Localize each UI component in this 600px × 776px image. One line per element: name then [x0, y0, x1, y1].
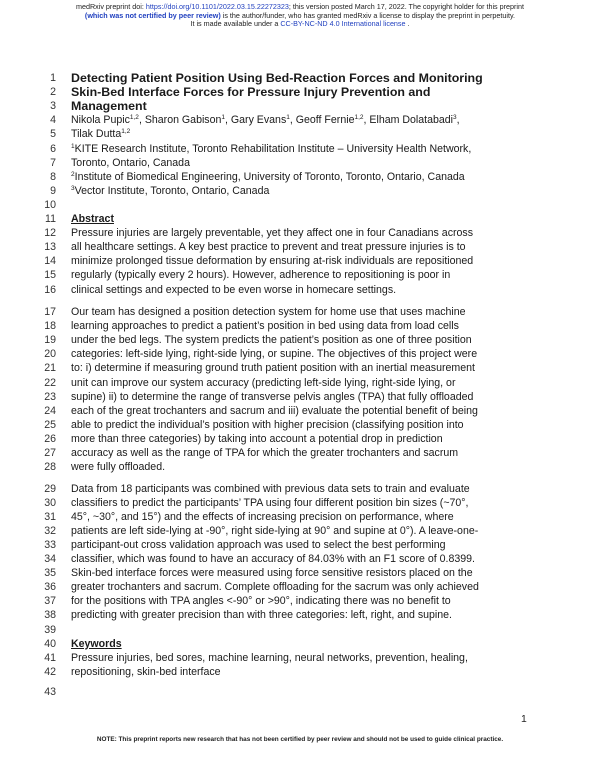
- abstract-text: unit can improve our system accuracy (predicting left-side lying, right-side lying, or: [71, 376, 456, 389]
- line-number: 6: [50, 142, 56, 155]
- paper-line: [0, 497, 600, 511]
- paper-line: [0, 461, 600, 475]
- affiliation-text: KITE Research Institute, Toronto Rehabilitation Institute – University Health Network,: [74, 142, 472, 155]
- abstract-text: greater trochanters and sacrum. Complete offloading for the sacrum was only achieved: [71, 581, 479, 594]
- paper-line: [0, 638, 600, 652]
- abstract-text: patients are left side-lying at -90°, right side-lying at 90° and supine at 0°). A leave-one-: [71, 524, 479, 537]
- abstract-text: Pressure injuries are largely preventable, yet they affect one in four Canadians across: [71, 227, 473, 240]
- paper-line: [0, 227, 600, 241]
- author-separator: ,: [363, 114, 370, 127]
- paper-line: [0, 213, 600, 227]
- line-number: 35: [44, 567, 56, 580]
- line-number: 12: [44, 227, 56, 240]
- affiliation-text: Vector Institute, Toronto, Ontario, Canada: [74, 184, 270, 197]
- author-name: Sharon Gabison: [144, 114, 222, 127]
- line-number: 23: [44, 390, 56, 403]
- line-number: 22: [44, 376, 56, 389]
- author-name: Geoff Fernie: [295, 114, 355, 127]
- abstract-heading: Abstract: [71, 213, 114, 225]
- line-number: 10: [44, 198, 56, 211]
- line-number: 26: [44, 432, 56, 445]
- line-number: 18: [44, 320, 56, 333]
- abstract-text: categories: left-side lying, right-side lying, or supine. The objectives of this project were: [71, 348, 478, 361]
- paper-line: [0, 405, 600, 419]
- paper-line: [0, 306, 600, 320]
- paper-title: Management: [71, 99, 147, 114]
- paper-line: [0, 86, 600, 100]
- header-text: is the author/funder, who has granted medRxiv a license to display the preprint in perpetuity.: [220, 10, 516, 20]
- abstract-text: accuracy as well as the range of TPA for which the greater trochanters and sacrum: [71, 447, 459, 459]
- abstract-text: minimize prolonged tissue deformation by ensuring at-risk individuals are repositioned: [71, 255, 474, 268]
- line-number: 28: [44, 461, 56, 474]
- paper-line: [0, 255, 600, 269]
- paper-line: [0, 609, 600, 623]
- line-number: 39: [44, 623, 56, 636]
- line-number: 29: [44, 482, 56, 495]
- line-number: 11: [45, 213, 56, 225]
- line-number: 2: [50, 86, 56, 99]
- abstract-text: predicting with greater precision than with three categories: left, right, and supine.: [71, 609, 452, 622]
- paper-line: [0, 269, 600, 283]
- line-number: 19: [44, 334, 56, 347]
- paper-line: [0, 143, 600, 157]
- author-name: Tilak Dutta: [71, 128, 122, 141]
- paper-line: [0, 100, 600, 114]
- paper-line: [0, 686, 600, 700]
- line-number: 1: [50, 72, 56, 84]
- affiliation-mark: 2: [71, 170, 75, 178]
- line-number: 42: [44, 665, 56, 678]
- paper-line: [0, 539, 600, 553]
- line-number: 17: [44, 306, 56, 318]
- line-number: 37: [44, 595, 56, 608]
- affiliation: [71, 143, 541, 157]
- header-line-3: [0, 20, 600, 29]
- page-number: 1: [521, 714, 527, 725]
- line-number: 9: [50, 184, 56, 197]
- abstract-text: classifier, which was found to have an accuracy of 84.03% with an F1 score of 0.8399.: [71, 553, 475, 565]
- line-number: 36: [44, 581, 56, 594]
- abstract-text: clinical settings and expected to be even worse in homecare settings.: [71, 283, 397, 296]
- author-separator: ,: [289, 114, 296, 127]
- affiliation: [71, 171, 541, 185]
- paper-line: [0, 199, 600, 213]
- author-affiliation: 3: [453, 114, 457, 122]
- paper-line: [0, 171, 600, 185]
- abstract-text: Data from 18 participants was combined with previous data sets to train and evaluate: [71, 482, 470, 495]
- abstract-text: Skin-bed interface forces were measured using force sensitive resistors placed on the: [71, 567, 473, 580]
- author-name: Elham Dolatabadi: [369, 114, 454, 127]
- keywords-text: Pressure injuries, bed sores, machine learning, neural networks, prevention, healing,: [71, 651, 468, 664]
- header-text: ; this version posted March 17, 2022. The copyright holder for this preprint: [288, 2, 525, 11]
- author-affiliation: 1,2: [121, 128, 131, 136]
- abstract-text: each of the great trochanters and sacrum and iii) evaluate the potential benefit of being: [71, 404, 478, 417]
- paper-line: [0, 391, 600, 405]
- header-text: medRxiv preprint doi:: [75, 2, 146, 11]
- abstract-text: all healthcare settings. A key best practice to prevent and treat pressure injuries is to: [71, 241, 466, 254]
- paper-line: [0, 157, 600, 171]
- abstract-text: learning approaches to predict a patient’s position in bed using data from load cells: [71, 320, 459, 333]
- paper-line: [0, 114, 600, 128]
- line-number: 41: [44, 651, 56, 664]
- paper-line: [0, 447, 600, 461]
- line-number: 20: [44, 348, 56, 361]
- line-number: 7: [50, 156, 56, 169]
- line-number: 13: [44, 241, 56, 254]
- line-number: 8: [50, 170, 56, 183]
- line-number: 33: [44, 538, 56, 551]
- license-link[interactable]: CC-BY-NC-ND 4.0 International license: [280, 19, 406, 29]
- paper-line: [0, 581, 600, 595]
- paper-line: [0, 525, 600, 539]
- paper-line: [0, 624, 600, 638]
- paper-line: [0, 377, 600, 391]
- paper-line: [0, 567, 600, 581]
- abstract-text: were fully offloaded.: [71, 461, 166, 474]
- preprint-header: [0, 3, 600, 29]
- abstract-text: for the positions with TPA angles <-90° or >90°, indicating there was no benefit to: [71, 595, 451, 608]
- abstract-text: classifiers to predict the participants’ TPA using four different position bin sizes (~70°,: [71, 496, 469, 509]
- abstract-text: 45°, ~30°, and 15°) and the effects of increasing precision on performance, where: [71, 510, 454, 523]
- paper-line: [0, 362, 600, 376]
- affiliation: [71, 185, 541, 199]
- line-number: 3: [50, 100, 56, 113]
- paper-line: [0, 511, 600, 525]
- paper-line: [0, 72, 600, 86]
- line-number: 14: [44, 255, 56, 268]
- line-number: 15: [44, 269, 56, 282]
- paper-line: [0, 595, 600, 609]
- paper-line: [0, 419, 600, 433]
- keywords-heading: Keywords: [71, 637, 122, 650]
- line-number: 40: [44, 637, 56, 650]
- author-separator: ,: [138, 114, 145, 127]
- paper-line: [0, 334, 600, 348]
- paper-line: [0, 433, 600, 447]
- paper-title: Detecting Patient Position Using Bed-Reaction Forces and Monitoring: [71, 71, 483, 85]
- abstract-text: more than three categories) by taking into account a potential drop in prediction: [71, 432, 443, 445]
- author-separator: ,: [225, 114, 231, 127]
- line-number: 34: [44, 553, 56, 565]
- line-number: 27: [44, 447, 56, 459]
- line-number: 16: [44, 283, 56, 296]
- line-number: 30: [44, 496, 56, 509]
- author-affiliation: 1: [286, 114, 290, 122]
- line-number: 38: [44, 609, 56, 622]
- line-number: 32: [44, 524, 56, 537]
- abstract-text: under the bed legs. The system predicts the patient’s position as one of three position: [71, 334, 472, 347]
- peer-review-notice: (which was not certified by peer review): [84, 10, 221, 20]
- affiliation-text: Institute of Biomedical Engineering, University of Toronto, Toronto, Ontario, Canada: [74, 170, 465, 183]
- abstract-text: regularly (typically every 2 hours). However, adherence to repositioning is poor in: [71, 269, 451, 282]
- doi-link[interactable]: https://doi.org/10.1101/2022.03.15.22272323: [145, 2, 289, 11]
- author-name: Gary Evans: [230, 114, 287, 127]
- line-number: 24: [44, 404, 56, 417]
- paper-line: [0, 185, 600, 199]
- author-affiliation: 1: [221, 114, 226, 122]
- abstract-text: able to predict the individual’s position with higher precision (classifying position into: [71, 418, 464, 431]
- abstract-text: to: i) determine if measuring ground truth patient position with an inertial measurement: [71, 362, 475, 375]
- abstract-text: Our team has designed a position detection system for home use that uses machine: [71, 306, 466, 318]
- affiliation-mark: 3: [71, 184, 75, 192]
- line-number: 25: [44, 418, 56, 431]
- author-affiliation: 1,2: [129, 114, 139, 122]
- paper-line: [0, 284, 600, 298]
- line-number: 5: [50, 128, 56, 141]
- author-list: [71, 128, 541, 142]
- keywords-text: repositioning, skin-bed interface: [71, 665, 221, 678]
- paper-line: [0, 320, 600, 334]
- line-number: 21: [44, 362, 56, 375]
- line-number: 4: [50, 114, 56, 127]
- header-text: .: [405, 19, 410, 29]
- line-number: 43: [44, 686, 56, 698]
- author-affiliation: 1,2: [354, 114, 364, 122]
- author-list: [71, 114, 541, 128]
- affiliation-text: Toronto, Ontario, Canada: [71, 156, 190, 169]
- paper-line: [0, 652, 600, 666]
- affiliation-mark: 1: [71, 142, 75, 150]
- paper-line: [0, 348, 600, 362]
- author-name: Nikola Pupic: [71, 114, 130, 127]
- abstract-text: participant-out cross validation approach was used to select the best performing: [71, 538, 446, 551]
- author-separator: ,: [456, 114, 460, 127]
- paper-line: [0, 128, 600, 142]
- paper-line: [0, 483, 600, 497]
- preprint-footer-note: NOTE: This preprint reports new research that has not been certified by peer review and should not be used to guide clinical practice.: [96, 736, 504, 743]
- paper-line: [0, 241, 600, 255]
- paper-title: Skin-Bed Interface Forces for Pressure Injury Prevention and: [71, 85, 431, 100]
- paper-line: [0, 666, 600, 680]
- paper-line: [0, 553, 600, 567]
- line-number: 31: [44, 510, 56, 523]
- abstract-text: supine) ii) to determine the range of transverse pelvis angles (TPA) that fully offloaded: [71, 390, 474, 403]
- header-text: It is made available under a: [190, 19, 281, 29]
